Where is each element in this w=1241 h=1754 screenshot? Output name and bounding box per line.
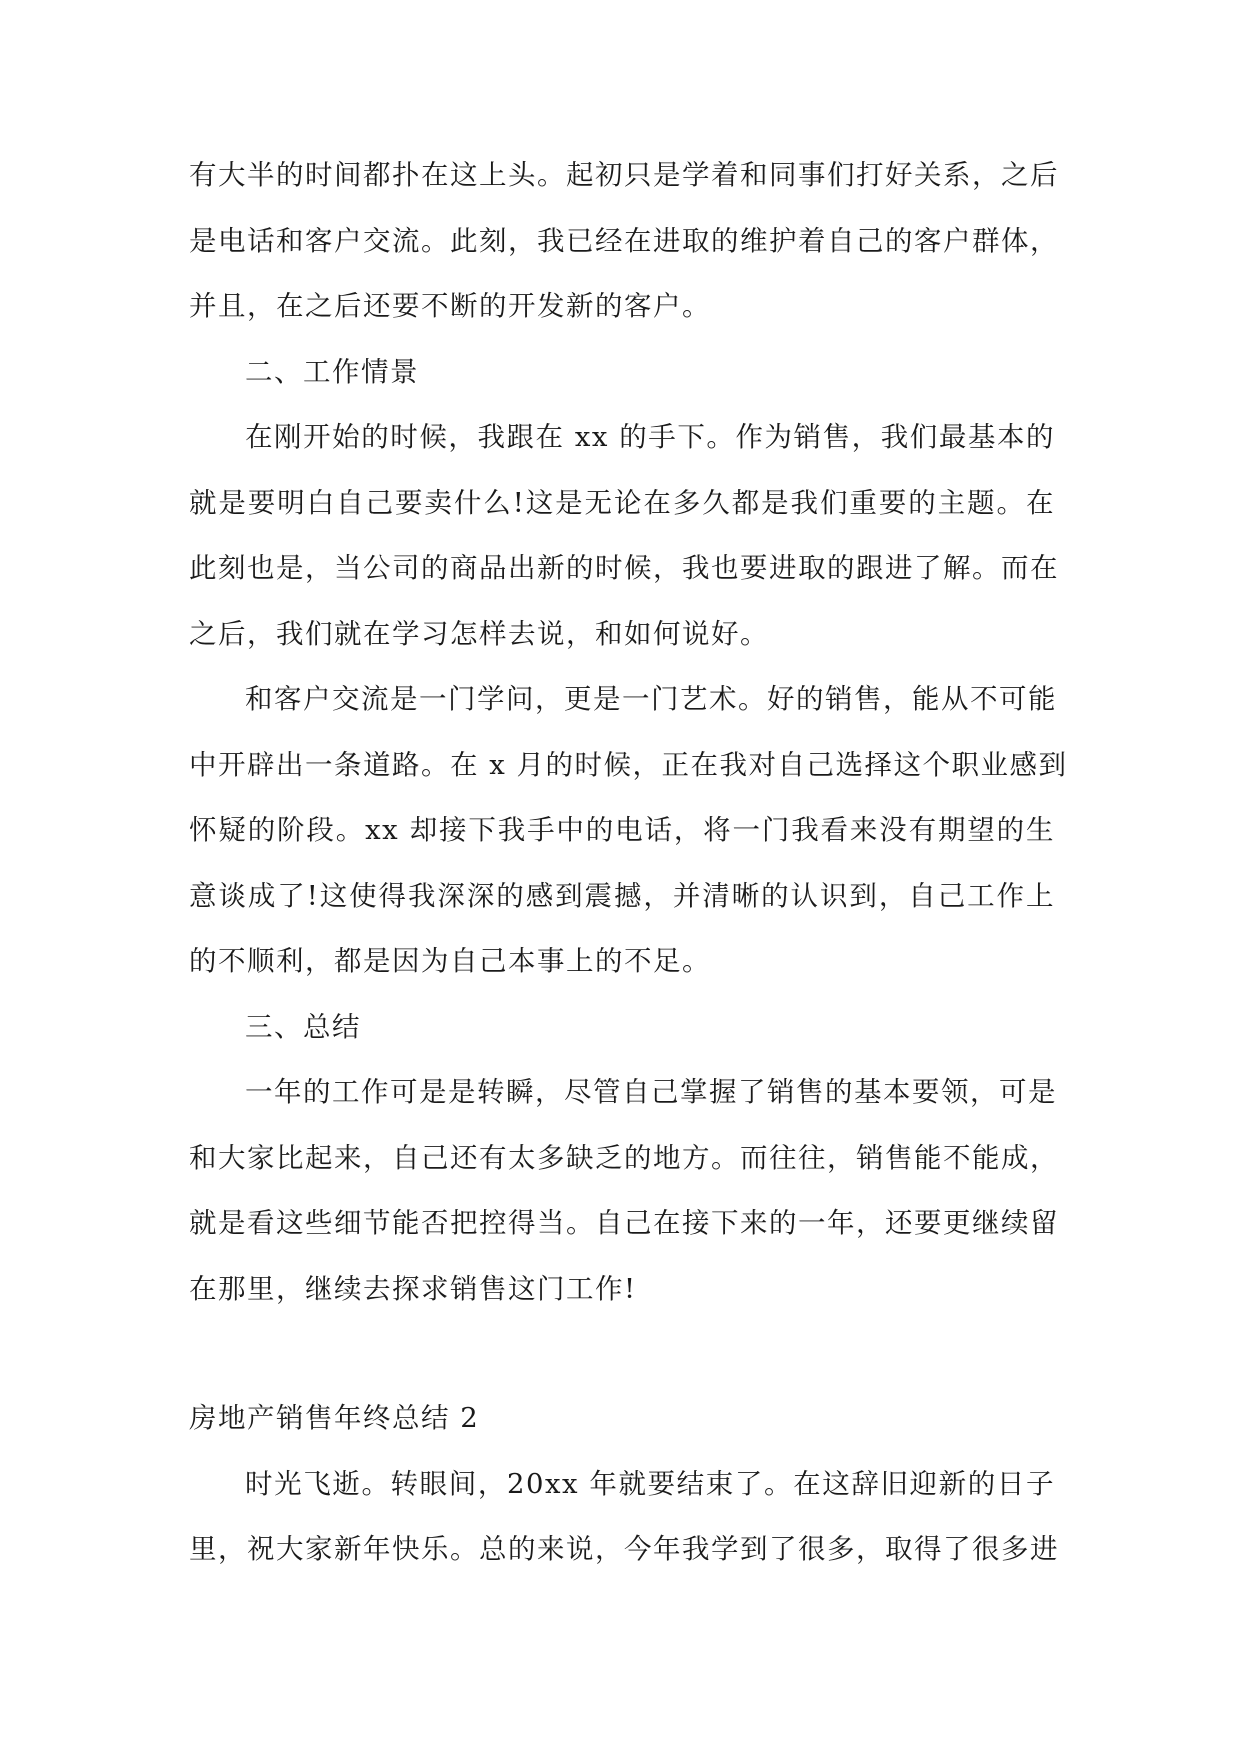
document-title: 房地产销售年终总结 2 — [189, 1402, 480, 1434]
paragraph-line: 有大半的时间都扑在这上头。起初只是学着和同事们打好关系，之后 — [189, 159, 1059, 191]
paragraph-line: 意谈成了!这使得我深深的感到震撼，并清晰的认识到，自己工作上 — [189, 879, 1055, 912]
spacer — [189, 1333, 1055, 1397]
paragraph-line: 是电话和客户交流。此刻，我已经在进取的维护着自己的客户群体， — [189, 224, 1059, 257]
paragraph-line: 时光飞逝。转眼间，20xx 年就要结束了。在这辞旧迎新的日子 — [245, 1467, 1055, 1500]
section-heading-summary: 三、总结 — [245, 1010, 361, 1043]
paragraph-line: 和客户交流是一门学问，更是一门艺术。好的销售，能从不可能 — [245, 683, 1057, 715]
paragraph-line: 中开辟出一条道路。在 x 月的时候，正在我对自己选择这个职业感到 — [189, 748, 1068, 781]
paragraph-line: 怀疑的阶段。xx 却接下我手中的电话，将一门我看来没有期望的生 — [189, 814, 1055, 846]
section-heading-work: 二、工作情景 — [245, 355, 419, 388]
paragraph-line: 一年的工作可是是转瞬，尽管自己掌握了销售的基本要领，可是 — [245, 1076, 1057, 1108]
paragraph-line: 在那里，继续去探求销售这门工作! — [189, 1272, 637, 1305]
paragraph-line: 里，祝大家新年快乐。总的来说，今年我学到了很多，取得了很多进 — [189, 1533, 1059, 1565]
document-body — [189, 154, 1068, 1594]
paragraph-line: 在刚开始的时候，我跟在 xx 的手下。作为销售，我们最基本的 — [245, 421, 1055, 453]
paragraph-line: 的不顺利，都是因为自己本事上的不足。 — [189, 945, 711, 977]
paragraph-line: 就是要明白自己要卖什么!这是无论在多久都是我们重要的主题。在 — [189, 486, 1055, 519]
paragraph-line: 此刻也是，当公司的商品出新的时候，我也要进取的跟进了解。而在 — [189, 552, 1059, 584]
paragraph-line: 就是看这些细节能否把控得当。自己在接下来的一年，还要更继续留 — [189, 1207, 1059, 1239]
paragraph-line: 并且，在之后还要不断的开发新的客户。 — [189, 290, 711, 322]
paragraph-line: 之后，我们就在学习怎样去说，和如何说好。 — [189, 617, 769, 650]
paragraph-line: 和大家比起来，自己还有太多缺乏的地方。而往往，销售能不能成， — [189, 1141, 1059, 1174]
